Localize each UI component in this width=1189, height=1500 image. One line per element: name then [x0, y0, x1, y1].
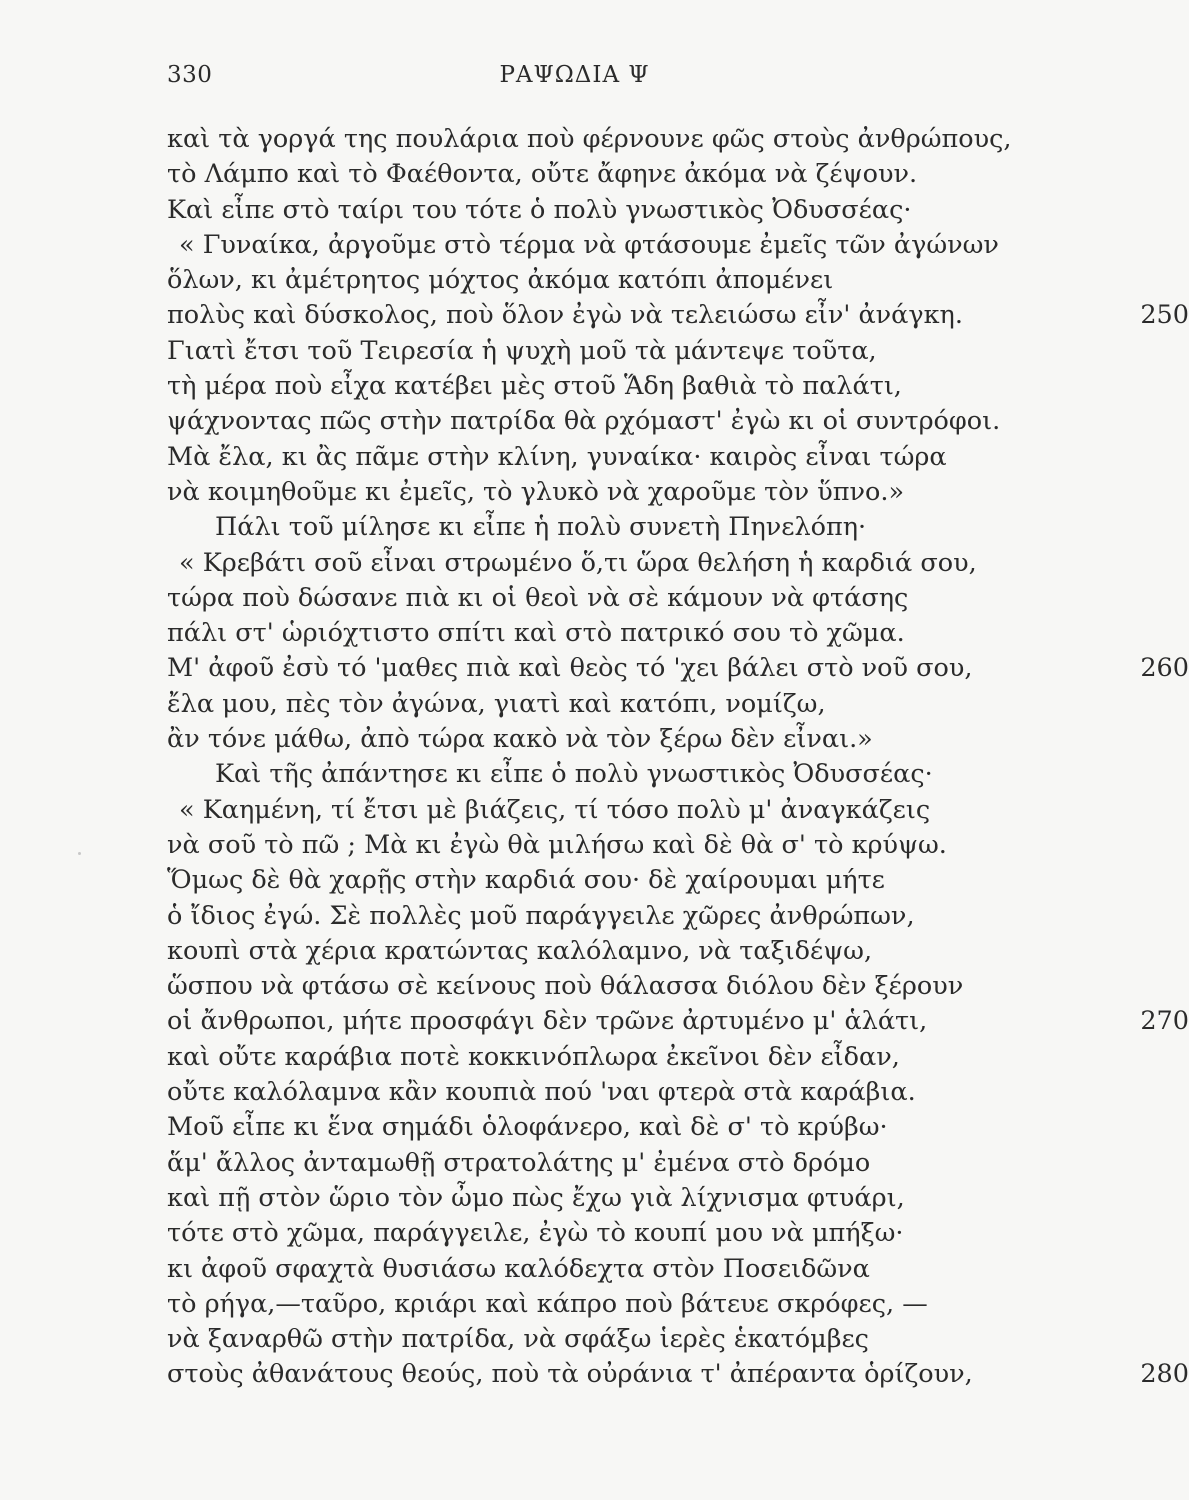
- verse-line: [167, 193, 997, 228]
- verse-line: [167, 475, 997, 510]
- verse-text: Καὶ εἶπε στὸ ταίρι του τότε ὁ πολὺ γνωστικὸς Ὀδυσσέας·: [167, 194, 912, 225]
- verse-text: ὅλων, κι ἀμέτρητος μόχτος ἀκόμα κατόπι ἀπομένει: [167, 265, 834, 296]
- verse-line: [167, 687, 997, 722]
- verse-text: Μὰ ἔλα, κι ἂς πᾶμε στὴν κλίνη, γυναίκα· καιρὸς εἶναι τώρα: [167, 441, 947, 472]
- verse-line: [167, 793, 997, 828]
- verse-text: ψάχνοντας πῶς στὴν πατρίδα θὰ ρχόμαστ' ἐγὼ κι οἱ συντρόφοι.: [167, 406, 1001, 437]
- verse-line: [167, 1146, 997, 1181]
- verse-line: [167, 263, 997, 298]
- verse-text: Πάλι τοῦ μίλησε κι εἶπε ἡ πολὺ συνετὴ Πηνελόπη·: [215, 512, 867, 543]
- verse-text: οὔτε καλόλαμνα κἂν κουπιὰ πού 'ναι φτερὰ στὰ καράβια.: [167, 1077, 916, 1108]
- verse-text: καὶ τὰ γοργά της πουλάρια ποὺ φέρνουνε φῶς στοὺς ἀνθρώπους,: [167, 124, 1012, 154]
- verse-line: [167, 369, 997, 404]
- verse-text: νὰ ξαναρθῶ στὴν πατρίδα, νὰ σφάξω ἱερὲς ἑκατόμβες: [167, 1324, 869, 1355]
- verse-line: [167, 722, 997, 757]
- verse-text: νὰ σοῦ τὸ πῶ ; Μὰ κι ἐγὼ θὰ μιλήσω καὶ δὲ θὰ σ' τὸ κρύψω.: [167, 829, 947, 860]
- verse-line: [167, 1357, 1189, 1392]
- verse-line: [167, 334, 997, 369]
- line-number-value: 250: [1140, 300, 1189, 331]
- verse-line: [167, 616, 997, 651]
- verse-line: [167, 546, 997, 581]
- verse-text: ἅμ' ἄλλος ἀνταμωθῇ στρατολάτης μ' ἐμένα στὸ δρόμο: [167, 1147, 871, 1178]
- verse-line: [167, 1181, 997, 1216]
- verse-text: ὁ ἴδιος ἐγώ. Σὲ πολλὲς μοῦ παράγγειλε χῶρες ἀνθρώπων,: [167, 900, 915, 931]
- verse-line: [167, 899, 997, 934]
- verse-block: [167, 122, 1189, 1393]
- verse-text: « Καημένη, τί ἔτσι μὲ βιάζεις, τί τόσο πολὺ μ' ἀναγκάζεις: [179, 794, 931, 825]
- verse-line: [167, 828, 997, 863]
- verse-text: τὴ μέρα ποὺ εἶχα κατέβει μὲς στοῦ Ἅδη βαθιὰ τὸ παλάτι,: [167, 371, 902, 402]
- line-number-value: 260: [1140, 653, 1189, 684]
- verse-line: [167, 157, 997, 192]
- running-head: ΡΑΨΩΔΙΑ Ψ: [499, 62, 650, 88]
- verse-line: [167, 298, 1189, 333]
- verse-line: [167, 1004, 1189, 1039]
- verse-text: « Κρεβάτι σοῦ εἶναι στρωμένο ὅ,τι ὥρα θελήση ἡ καρδιά σου,: [179, 547, 977, 578]
- verse-text: νὰ κοιμηθοῦμε κι ἐμεῖς, τὸ γλυκὸ νὰ χαροῦμε τὸν ὕπνο.»: [167, 476, 905, 507]
- verse-text: ὥσπου νὰ φτάσω σὲ κείνους ποὺ θάλασσα διόλου δὲν ξέρουν: [167, 971, 964, 1002]
- verse-text: Μ' ἀφοῦ ἐσὺ τό 'μαθες πιὰ καὶ θεὸς τό 'χει βάλει στὸ νοῦ σου,: [167, 653, 973, 684]
- verse-text: στοὺς ἀθανάτους θεούς, ποὺ τὰ οὐράνια τ' ἀπέραντα ὁρίζουν,: [167, 1359, 973, 1390]
- verse-text: ἂν τόνε μάθω, ἀπὸ τώρα κακὸ νὰ τὸν ξέρω δὲν εἶναι.»: [167, 724, 873, 755]
- verse-text: Μοῦ εἶπε κι ἕνα σημάδι ὁλοφάνερο, καὶ δὲ σ' τὸ κρύβω·: [167, 1112, 888, 1143]
- verse-text: οἱ ἄνθρωποι, μήτε προσφάγι δὲν τρῶνε ἀρτυμένο μ' ἁλάτι,: [167, 1006, 928, 1037]
- verse-line: [167, 440, 997, 475]
- verse-line: [167, 1075, 997, 1110]
- verse-text: κι ἀφοῦ σφαχτὰ θυσιάσω καλόδεχτα στὸν Ποσειδῶνα: [167, 1253, 870, 1284]
- verse-line: [167, 1287, 997, 1322]
- verse-line: [167, 863, 997, 898]
- line-number-value: 270: [1140, 1006, 1189, 1037]
- verse-text: τότε στὸ χῶμα, παράγγειλε, ἐγὼ τὸ κουπί μου νὰ μπήξω·: [167, 1218, 904, 1249]
- verse-line: [167, 581, 997, 616]
- verse-text: καὶ οὔτε καράβια ποτὲ κοκκινόπλωρα ἐκεῖνοι δὲν εἶδαν,: [167, 1041, 900, 1072]
- verse-text: τὸ ρήγα,—ταῦρο, κριάρι καὶ κάπρο ποὺ βάτευε σκρόφες, —: [167, 1288, 928, 1319]
- verse-text: « Γυναίκα, ἀργοῦμε στὸ τέρμα νὰ φτάσουμε ἐμεῖς τῶν ἀγώνων: [179, 229, 999, 260]
- verse-text: τὸ Λάμπο καὶ τὸ Φαέθοντα, οὔτε ἄφηνε ἀκόμα νὰ ζέψουν.: [167, 159, 918, 190]
- verse-text: Γιατὶ ἔτσι τοῦ Τειρεσία ἡ ψυχὴ μοῦ τὰ μάντεψε τοῦτα,: [167, 335, 877, 366]
- verse-line: [167, 757, 997, 792]
- verse-text: Καὶ τῆς ἀπάντησε κι εἶπε ὁ πολὺ γνωστικὸς Ὀδυσσέας·: [215, 759, 933, 790]
- verse-line: [167, 1040, 997, 1075]
- verse-line: [167, 1216, 997, 1251]
- verse-line: [167, 1110, 997, 1145]
- verse-text: καὶ πῇ στὸν ὥριο τὸν ὦμο πὼς ἔχω γιὰ λίχνισμα φτυάρι,: [167, 1182, 905, 1213]
- paper-speck: [78, 852, 81, 855]
- verse-line: [167, 510, 997, 545]
- verse-line: [167, 122, 1012, 157]
- verse-text: ἔλα μου, πὲς τὸν ἀγώνα, γιατὶ καὶ κατόπι, νομίζω,: [167, 688, 826, 719]
- verse-text: τώρα ποὺ δώσανε πιὰ κι οἱ θεοὶ νὰ σὲ κάμουν νὰ φτάσης: [167, 582, 909, 613]
- line-number-value: 280: [1140, 1359, 1189, 1390]
- verse-text: Ὅμως δὲ θὰ χαρῇς στὴν καρδιά σου· δὲ χαίρουμαι μήτε: [167, 865, 885, 896]
- verse-line: [167, 969, 997, 1004]
- verse-line: [167, 404, 1001, 439]
- verse-text: πολὺς καὶ δύσκολος, ποὺ ὅλον ἐγὼ νὰ τελειώσω εἶν' ἀνάγκη.: [167, 300, 963, 331]
- verse-text: κουπὶ στὰ χέρια κρατώντας καλόλαμνο, νὰ ταξιδέψω,: [167, 935, 873, 966]
- verse-line: [167, 651, 1189, 686]
- verse-text: πάλι στ' ὡριόχτιστο σπίτι καὶ στὸ πατρικό σου τὸ χῶμα.: [167, 618, 905, 649]
- page-number: 330: [167, 62, 213, 88]
- verse-line: [167, 1322, 997, 1357]
- verse-line: [167, 228, 997, 263]
- verse-line: [167, 1252, 997, 1287]
- verse-line: [167, 934, 997, 969]
